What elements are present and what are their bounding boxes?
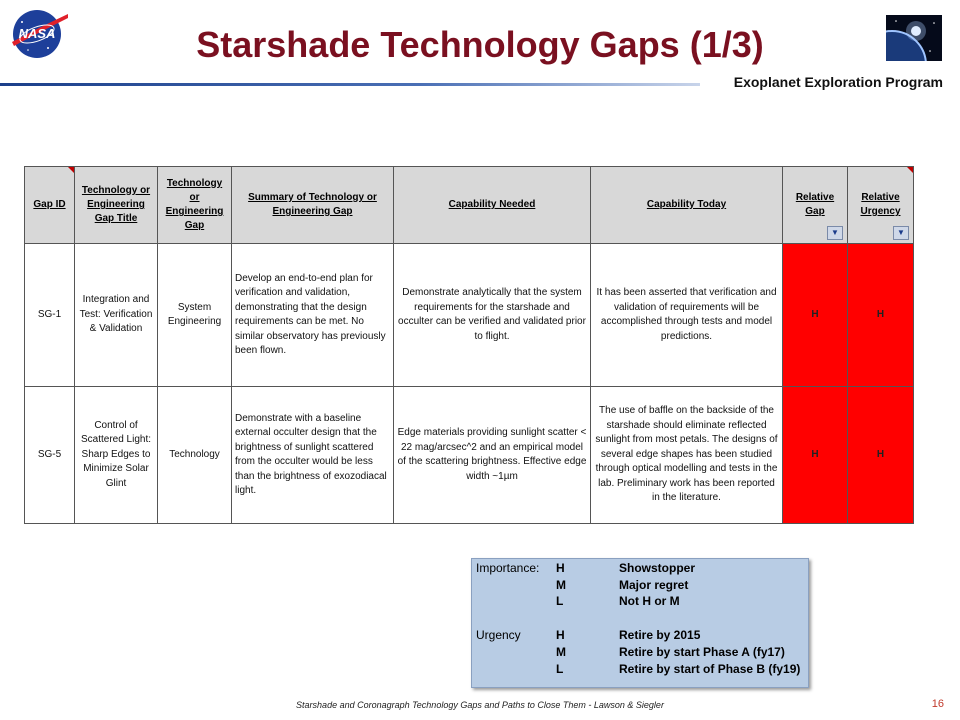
legend-text: Not H or M [619,594,680,608]
legend-box [471,558,809,688]
header-relative-gap: Relative Gap ▼ [783,167,848,244]
header-capability-needed: Capability Needed [394,167,591,244]
gap-title-cell: Integration and Test: Verification & Validation [75,244,158,387]
footer-citation: Starshade and Coronagraph Technology Gaps and Paths to Close Them - Lawson & Siegler [296,700,664,710]
legend-level: M [556,578,566,592]
exoplanet-image [886,15,942,61]
page-title: Starshade Technology Gaps (1/3) [196,24,764,65]
header-capability-today: Capability Today [591,167,783,244]
legend-row [472,628,808,644]
legend-text: Major regret [619,578,689,592]
gap-id-cell: SG-1 [25,244,75,387]
legend-urgency-label: Urgency [476,628,521,642]
legend-importance-label: Importance: [476,561,540,575]
table-header-row [25,167,914,244]
summary-cell: Demonstrate with a baseline external occulter design that the brightness of sunlight scattered from the occulter would be less than the brightness of exozodiacal light. [232,387,394,524]
legend-row [472,578,808,594]
capability-needed-cell: Demonstrate analytically that the system requirements for the starshade and occulter can be verified and validated prior to flight. [394,244,591,387]
legend-text: Retire by start Phase A (fy17) [619,645,785,659]
capability-today-cell: The use of baffle on the backside of the starshade should eliminate reflected sunlight from most petals. The designs of several edge shapes has been studied through optical modelling and tests in the lab. Preliminary work has been reported in the literature. [591,387,783,524]
gap-id-cell: SG-5 [25,387,75,524]
relative-urgency-cell: H [848,387,914,524]
gap-title-cell: Control of Scattered Light: Sharp Edges to Minimize Solar Glint [75,387,158,524]
filter-dropdown-icon[interactable]: ▼ [893,226,909,240]
header-relative-urgency: Relative Urgency ▼ [848,167,914,244]
legend-row [472,594,808,610]
legend-text: Retire by 2015 [619,628,701,642]
header-gap-title: Technology or Engineering Gap Title [75,167,158,244]
legend-level: L [556,594,564,608]
header-gap-type: Technology or Engineering Gap [158,167,232,244]
summary-cell: Develop an end-to-end plan for verification and validation, demonstrating that the design requirements can be met. No similar observatory has previously been flown. [232,244,394,387]
gap-type-cell: System Engineering [158,244,232,387]
legend-text: Retire by start of Phase B (fy19) [619,662,801,676]
legend-level: H [556,561,565,575]
relative-gap-cell: H [783,244,848,387]
program-label: Exoplanet Exploration Program [733,74,943,90]
comment-marker [907,167,913,173]
gap-type-cell: Technology [158,387,232,524]
filter-dropdown-icon[interactable]: ▼ [827,226,843,240]
table-row [25,244,914,387]
legend-level: H [556,628,565,642]
page-number: 16 [931,698,944,710]
legend-level: L [556,662,564,676]
legend-row [472,645,808,661]
header-gap-id: Gap ID [25,167,75,244]
header-divider [0,83,700,86]
capability-needed-cell: Edge materials providing sunlight scatter < 22 mag/arcsec^2 and an empirical model of the scattering brightness. Effective edge width ~1µm [394,387,591,524]
table-row [25,387,914,524]
legend-row [472,561,808,577]
capability-today-cell: It has been asserted that verification and validation of requirements will be accomplished through tests and model predictions. [591,244,783,387]
legend-row [472,662,808,678]
header-summary: Summary of Technology or Engineering Gap [232,167,394,244]
legend-text: Showstopper [619,561,696,575]
svg-text:NASA: NASA [18,26,56,41]
relative-gap-cell: H [783,387,848,524]
relative-urgency-cell: H [848,244,914,387]
technology-gap-table [24,166,914,524]
comment-marker [68,167,74,173]
legend-level: M [556,645,566,659]
